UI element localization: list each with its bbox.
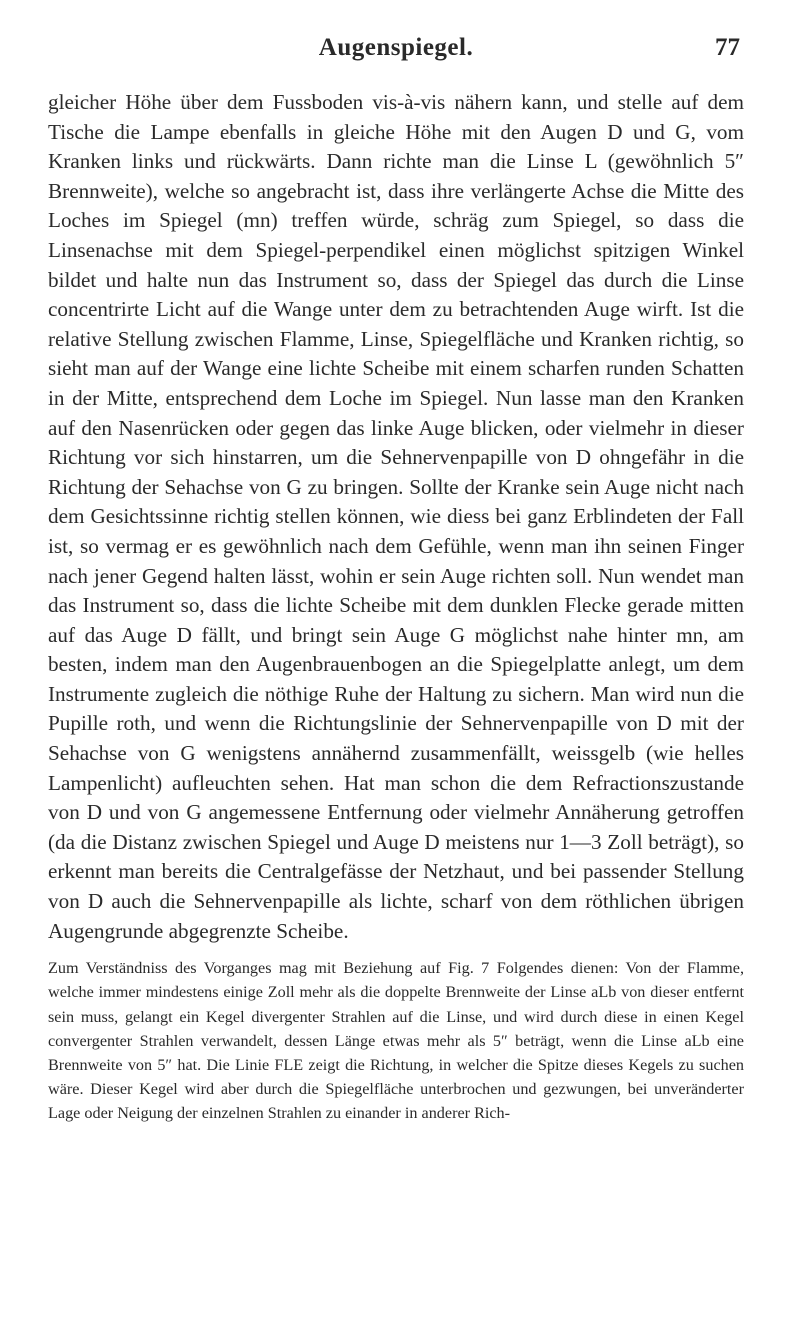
footnote-paragraph: Zum Verständniss des Vorganges mag mit Beziehung auf Fig. 7 Folgendes dienen: Von der Flamme, welche immer mindestens einige Zoll mehr als die doppelte Brennweite der Linse aLb von dieser entfernt sein muss, gelangt ein Kegel divergenter Strahlen auf die Linse, und wird durch diese in einen Kegel convergenter Strahlen verwandelt, dessen Länge etwas mehr als 5″ beträgt, wenn die Linse aLb eine Brennweite von 5″ hat. Die Linie FLE zeigt die Richtung, in welcher die Spitze dieses Kegels zu suchen wäre. Dieser Kegel wird aber durch die Spiegelfläche unterbrochen und gezwungen, bei unveränderter Lage oder Neigung der einzelnen Strahlen zu einander in anderer Rich- <box>48 959 744 1123</box>
main-text <box>48 88 744 946</box>
page-number: 77 <box>715 34 740 61</box>
book-page <box>48 34 744 1126</box>
footnote <box>48 956 744 1125</box>
main-paragraph: gleicher Höhe über dem Fussboden vis-à-vis nähern kann, und stelle auf dem Tische die Lampe ebenfalls in gleiche Höhe mit den Augen D und G, vom Kranken links und rückwärts. Dann richte man die Linse L (gewöhnlich 5″ Brennweite), welche so angebracht ist, dass ihre verlängerte Achse die Mitte des Loches im Spiegel (mn) treffen würde, schräg zum Spiegel, so dass die Linsenachse mit dem Spiegel-perpendikel einen möglichst spitzigen Winkel bildet und halte nun das Instrument so, dass der Spiegel das durch die Linse concentrirte Licht auf die Wange unter dem zu betrachtenden Auge wirft. Ist die relative Stellung zwischen Flamme, Linse, Spiegelfläche und Kranken richtig, so sieht man auf der Wange eine lichte Scheibe mit einem scharfen runden Schatten in der Mitte, entsprechend dem Loche im Spiegel. Nun lasse man den Kranken auf den Nasenrücken oder gegen das linke Auge blicken, oder vielmehr in dieser Richtung vor sich hinstarren, um die Sehnervenpapille von D ohngefähr in die Richtung der Sehachse von G zu bringen. Sollte der Kranke sein Auge nicht nach dem Gesichtssinne richtig stellen können, wie diess bei ganz Erblindeten der Fall ist, so vermag er es gewöhnlich nach dem Gefühle, wenn man ihn seinen Finger nach jener Gegend halten lässt, wohin er sein Auge richten soll. Nun wendet man das Instrument so, dass die lichte Scheibe mit dem dunklen Flecke gerade mitten auf das Auge D fällt, und bringt sein Auge G möglichst nahe hinter mn, am besten, indem man den Augenbrauenbogen an die Spiegelplatte anlegt, um dem Instrumente zugleich die nöthige Ruhe der Haltung zu sichern. Man wird nun die Pupille roth, und wenn die Richtungslinie der Sehnervenpapille von D mit der Sehachse von G wenigstens annähernd zusammenfällt, weissgelb (wie helles Lampenlicht) aufleuchten sehen. Hat man schon die dem Refractionszustande von D und von G angemessene Entfernung oder vielmehr Annäherung getroffen (da die Distanz zwischen Spiegel und Auge D meistens nur 1—3 Zoll beträgt), so erkennt man bereits die Centralgefässe der Netzhaut, und bei passender Stellung von D auch die Sehnervenpapille als lichte, scharf von dem röthlichen übrigen Augengrunde abgegrenzte Scheibe. <box>48 90 744 943</box>
running-title: Augenspiegel. <box>318 34 474 61</box>
running-header <box>48 34 744 74</box>
